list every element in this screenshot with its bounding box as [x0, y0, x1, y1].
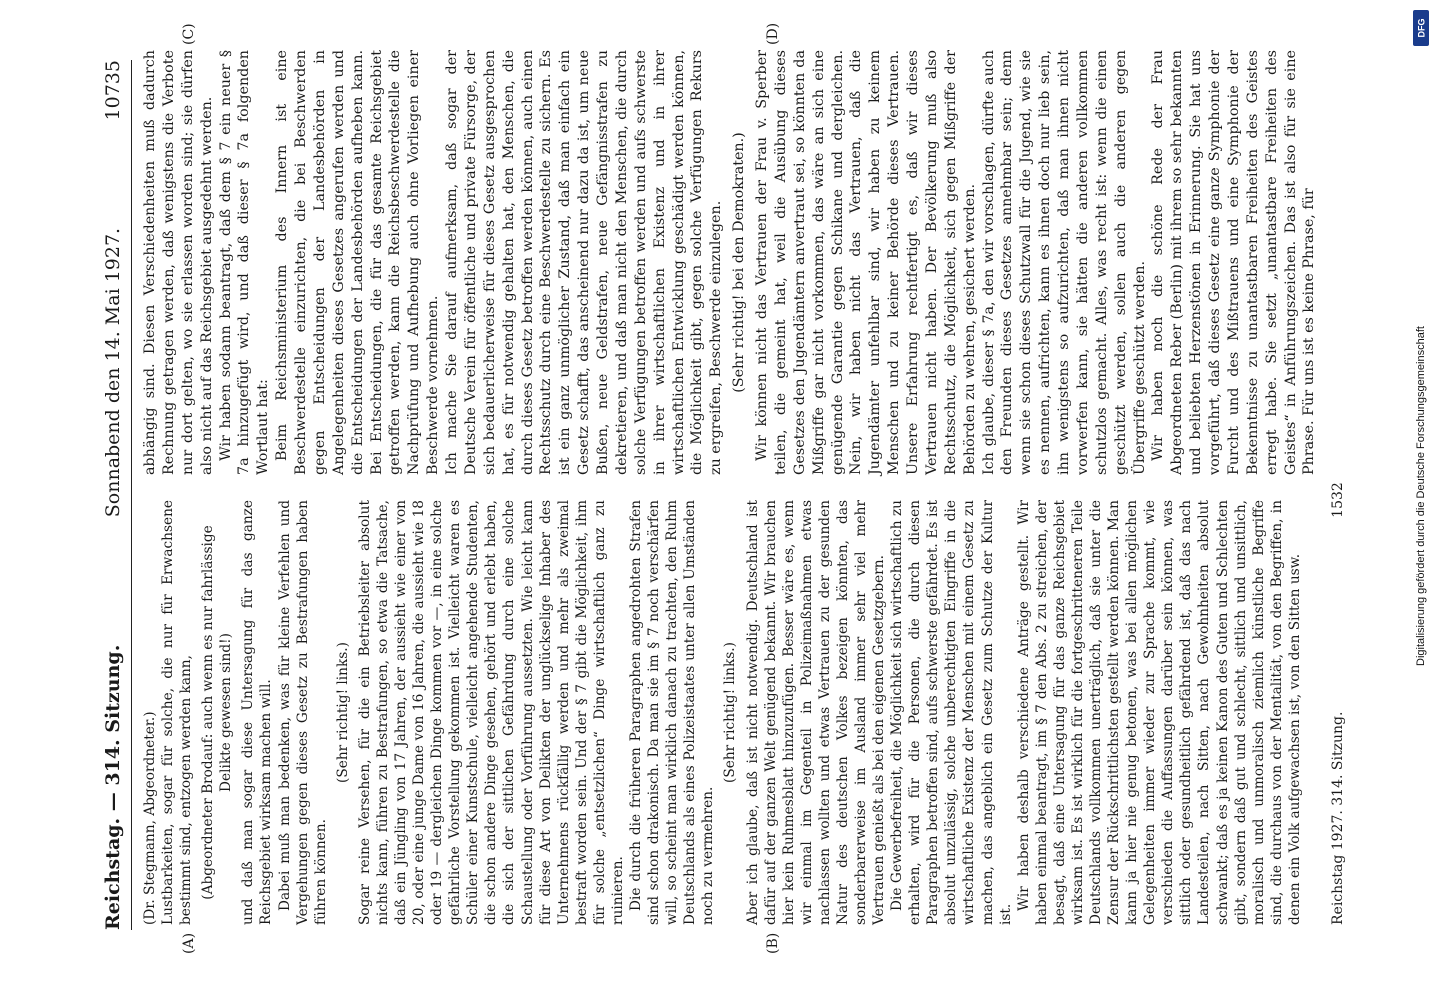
paragraph: Aber ich glaube, daß ist nicht notwendig. Deutschland ist dafür auf der ganzen Welt genügend bekannt. Wir brauchen hier kein Ruhmesblatt hinzuzufügen. Besser wäre es, wenn wir einmal im Gegenteil in Polizeimaßnahmen etwas nachlassen wollten und etwas Vertrauen zu der gesunden Natur des deutschen Volkes bezeigen könnten, das sonderbarerweise im Ausland immer sehr viel mehr Vertrauen genießt als bei den eigenen Gesetzgebern. — [744, 500, 888, 925]
quoted-motion: Beim Reichsministerium des Innern ist eine Beschwerdestelle einzurichten, die bei Beschwerden gegen Entscheidungen der Landesbehörden in Angelegenheiten dieses Gesetzes angerufen werden und die Entscheidungen der Landesbehörden aufheben kann. Bei Entscheidungen, die für das gesamte Reichsgebiet getroffen werden, kann die Reichsbeschwerdestelle die Nachprüfung und Aufhebung auch ohne Vorliegen einer Beschwerde vornehmen. — [274, 50, 442, 475]
header-date: Sonnabend den 14. Mai 1927. — [102, 227, 124, 518]
interjection: (Sehr richtig! bei den Demokraten.) — [731, 132, 748, 393]
paragraph: Wir können nicht das Vertrauen der Frau v. Sperber teilen, die gemeint hat, weil die Ausübung dieses Gesetzes den Jugendämtern anvertraut sei, so könnten da Mißgriffe gar nicht vorkommen, das wäre an sich eine genügende Garantie gegen Schikane und dergleichen. Nein, wir haben nicht das Vertrauen, daß die Jugendämter unfehlbar sind, wir haben zu keinem Menschen und zu keiner Behörde dieses Vertrauen. Unsere Erfahrung rechtfertigt es, daß wir dieses Vertrauen nicht haben. Der Bevölkerung muß also Rechtsschutz, die Möglichkeit, sich gegen Mißgriffe der Behörden zu wehren, gesichert werden. — [754, 50, 978, 475]
interjection: (Abgeordneter Brodauf: auch wenn es nur fahrlässige Delikte gewesen sind!) — [200, 525, 235, 900]
margin-marker-c: (C) — [181, 23, 197, 45]
interjection: (Sehr richtig! links.) — [334, 642, 351, 783]
margin-marker-d: (D) — [765, 22, 781, 45]
interjection: (Sehr richtig! links.) — [722, 642, 739, 783]
digitization-credit: Digitalisierung gefördert durch die Deutsche Forschungsgemeinschaft — [1415, 326, 1427, 666]
dfg-sidebar — [1412, 6, 1430, 706]
paragraph: Dabei muß man bedenken, was für kleine Verfehlen und Vergehungen gegen dieses Gesetz zu Bestrafungen haben führen können. — [276, 500, 329, 925]
header-session: Reichstag. — 314. Sitzung. — [102, 644, 124, 930]
paragraph: und daß man sogar diese Untersagung für das ganze Reichsgebiet wirksam machen will. — [240, 500, 275, 925]
paragraph: Die Gewerbefreiheit, die Möglichkeit sich wirtschaftlich zu erhalten, wird für die Personen, die durch diesen Paragraphen betroffen sind, aufs schwerste gefährdet. Es ist absolut unzulässig, solche unberechtigten Eingriffe in die wirtschaftliche Existenz der Menschen mit einem Gesetz zu machen, das angeblich ein Gesetz zum Schutze der Kultur ist. — [889, 500, 1014, 925]
page-number: 10735 — [102, 60, 124, 121]
footer-session-label: Reichstag 1927. 314. Sitzung. — [1330, 711, 1346, 925]
footer-sheet-number: 1532 — [1330, 482, 1346, 518]
speaker-line: (Dr. Stegmann, Abgeordneter.) — [142, 711, 158, 925]
paragraph: Ich glaube, dieser § 7a, den wir vorschlagen, dürfte auch den Freunden dieses Gesetzes annehmbar sein; denn wenn sie schon dieses Schutzwall für die Jugend, wie sie es nennen, aufrichten, kann es ihnen doch nur lieb sein, ihn wenigstens so aufzurichten, daß man ihnen nicht vorwerfen kann, sie hätten die anderen vollkommen schutzlos gemacht. Alles, was recht ist: wenn die einen geschützt werden, sollen auch die anderen gegen Übergriffe geschützt werden. — [980, 50, 1148, 475]
paragraph: Die durch die früheren Paragraphen angedrohten Strafen sind schon drakonisch. Da man sie im § 7 noch verschärfen will, so scheint man wirklich danach zu trachten, den Ruhm Deutschlands als eines Polizeistaates unter allen Umständen noch zu vermehren. — [628, 500, 717, 925]
margin-marker-b: (B) — [765, 932, 781, 954]
rotated-document-page — [85, 0, 1385, 1000]
paragraph: abhängig sind. Diesen Verschiedenheiten muß dadurch Rechnung getragen werden, daß wenigstens die Verbote nur dort gelten, wo sie erlassen worden sind; sie dürfen also nicht auf das Reichsgebiet ausgedehnt werden. — [142, 50, 215, 475]
paragraph: Wir haben sodann beantragt, daß dem § 7 ein neuer § 7a hinzugefügt wird, und daß dieser § 7a folgenden Wortlaut hat: — [217, 50, 272, 475]
left-text-column — [141, 500, 1304, 925]
paragraph: Ich mache Sie darauf aufmerksam, daß sogar der Deutsche Verein für öffentliche und private Fürsorge, der sich bedauerlicherweise für dieses Gesetz ausgesprochen hat, es für notwendig gehalten hat, den Menschen, die durch dieses Gesetz betroffen werden können, auch einen Rechtsschutz durch eine Beschwerdestelle zu sichern. Es ist ein ganz unmöglicher Zustand, daß man einfach ein Gesetz schafft, das anscheinend nur dazu da ist, um neue Bußen, neue Geldstrafen, neue Gefängnisstrafen zu dekretieren, und daß man nicht den Menschen, die durch solche Verfügungen betroffen werden und aufs schwerste in ihrer wirtschaftlichen Existenz und in ihrer wirtschaftlichen Entwicklung geschädigt werden können, die Möglichkeit gibt, gegen solche Verfügungen Rekurs zu ergreifen, Beschwerde einzulegen. — [444, 50, 725, 475]
page-header — [95, 60, 132, 930]
paragraph: Wir haben deshalb verschiedene Anträge gestellt. Wir haben einmal beantragt, im § 7 den Abs. 2 zu streichen, der besagt, daß eine Untersagung für das ganze Reichsgebiet wirksam ist. Es ist wirklich für die fortgeschritteneren Teile Deutschlands vollkommen unerträglich, daß sie unter die Zensur der Rückschrittlichsten gestellt werden können. Man kann ja hier nie genug betonen, was bei allen möglichen Gelegenheiten immer wieder zur Sprache kommt, wie verschieden die Auffassungen darüber sein können, was sittlich oder gesundheitlich gefährdend ist, daß das nach Landesteilen, nach Sitten, nach Gewohnheiten absolut schwankt; daß es ja keinen Kanon des Guten und Schlechten gibt, sondern daß gut und schlecht, sittlich und unsittlich, moralisch und unmoralisch ziemlich künstliche Begriffe sind, die durchaus von der Mentalität, von den Begriffen, in denen ein Volk aufgewachsen ist, von den Sitten usw. — [1015, 500, 1303, 925]
margin-marker-a: (A) — [181, 932, 197, 954]
right-text-column — [141, 50, 1319, 475]
paragraph: Sogar reine Versehen, für die ein Betriebsleiter absolut nichts kann, führen zu Bestrafungen, so etwa die Tatsache, daß ein Jüngling von 17 Jahren, der aussieht wie einer von 20, oder eine junge Dame von 16 Jahren, die aussieht wie 18 oder 19 — dergleichen Dinge kommen vor —, in eine solche gefährliche Vorstellung gekommen ist. Vielleicht waren es Schüler einer Kunstschule, vielleicht angehende Studenten, die schon andere Dinge gesehen, gehört und erlebt haben, die sich der sittlichen Gefährdung durch eine solche Schaustellung oder Vorführung aussetzten. Wie leicht kann für diese Art von Delikten der unglückselige Inhaber des Unternehmens rückfällig werden und mehr als zweimal bestraft worden sein. Und der § 7 gibt die Möglichkeit, ihm für solche „entsetzlichen“ Dinge wirtschaftlich ganz zu ruinieren. — [356, 500, 626, 925]
dfg-logo: DFG — [1413, 10, 1429, 46]
paragraph: Wir haben noch die schöne Rede der Frau Abgeordneten Reber (Berlin) mit ihrem so sehr bekannten und beliebten Herzenstönen in Erinnerung. Sie hat uns vorgeführt, daß dieses Gesetz eine ganze Symphonie der Furcht und des Mißtrauens und eine Symphonie der Bekenntnisse zu unantastbaren Freiheiten des Geistes erregt habe. Sie setzt „unantastbare Freiheiten des Geistes“ in Anführungszeichen. Das ist also für sie eine Phrase. Für uns ist es keine Phrase, für — [1150, 50, 1318, 475]
paragraph: Lustbarkeiten, sogar für solche, die nur für Erwachsene bestimmt sind, entzogen werden kann, — [160, 500, 195, 925]
